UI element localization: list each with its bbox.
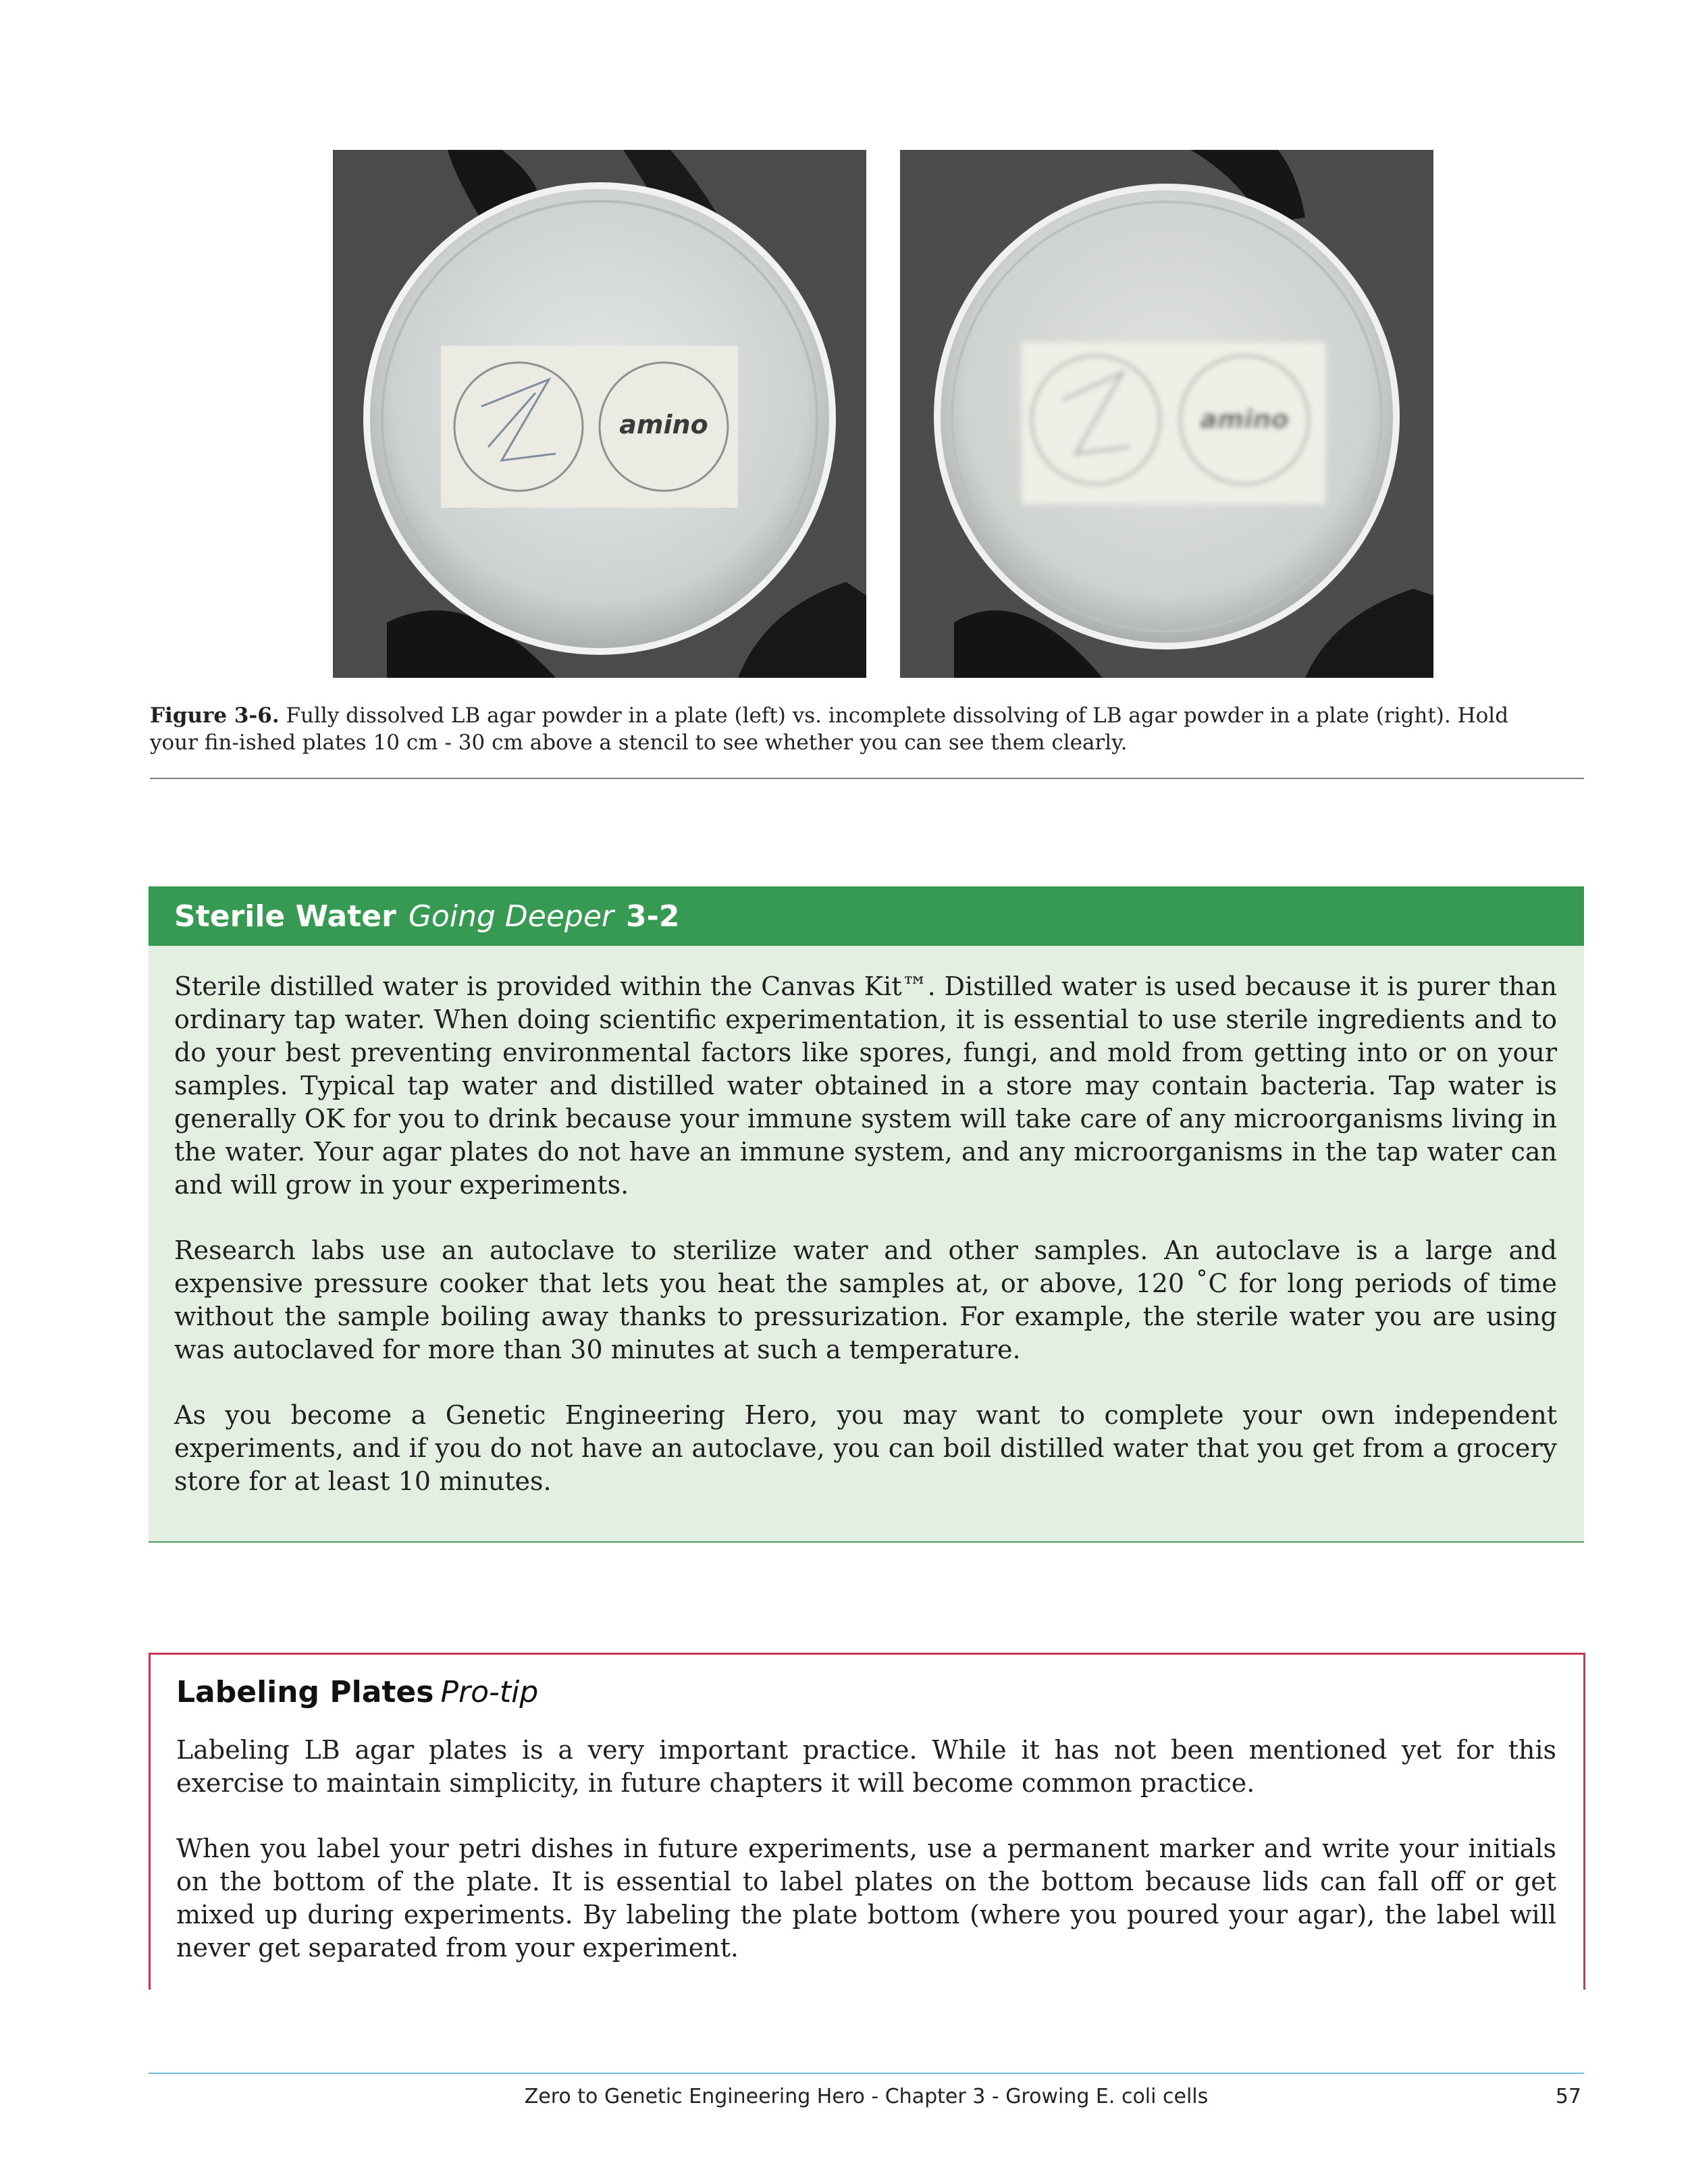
going-deeper-header (149, 886, 1584, 946)
going-deeper-paragraph: Research labs use an autoclave to sterilize water and other samples. An autoclave is a large and expensive pressure cooker that lets you heat the samples at, or above, 120 ˚C for long periods of time without the sample boiling away thanks to pressurization. For example, the sterile water you are using was autoclaved for more than 30 minutes at such a temperature. (174, 1235, 1557, 1364)
page-number: 57 (1555, 2085, 1581, 2108)
stencil-text-left: amino (619, 410, 708, 440)
going-deeper-body (149, 946, 1584, 1498)
going-deeper-box (149, 886, 1584, 1543)
petri-dish-clear-image (333, 150, 866, 678)
caption-divider (150, 778, 1584, 779)
going-deeper-number: 3-2 (625, 899, 680, 934)
figure-caption-text: Fully dissolved LB agar powder in a plate (left) vs. incomplete dissolving of LB agar powder in a plate (right). Hold your fin-ished plates 10 cm - 30 cm above a stencil to see whether you can see them clearly. (150, 703, 1509, 755)
figure-label: Figure 3-6. (150, 703, 280, 728)
going-deeper-paragraph: As you become a Genetic Engineering Hero, you may want to complete your own independent experiments, and if you do not have an autoclave, you can boil distilled water that you get from a grocery store for at least 10 minutes. (174, 1400, 1557, 1496)
petri-dish-cloudy-image (900, 150, 1433, 678)
going-deeper-paragraph: Sterile distilled water is provided within the Canvas Kit™. Distilled water is used because it is purer than ordinary tap water. When doing scientific experimentation, it is essential to use sterile ingredients and to do your best preventing environmental factors like spores, fungi, and mold from getting into or on your samples. Typical tap water and distilled water obtained in a store may contain bacteria. Tap water is generally OK for you to drink because your immune system will take care of any microorganisms living in the water. Your agar plates do not have an immune system, and any microorganisms in the tap water can and will grow in your experiments. (174, 971, 1557, 1200)
pro-tip-header (176, 1675, 1583, 1709)
pro-tip-body (151, 1709, 1583, 1965)
pro-tip-box (149, 1653, 1585, 1990)
pro-tip-paragraph: Labeling LB agar plates is a very important practice. While it has not been mentioned yet for this exercise to maintain simplicity, in future chapters it will become common practice. (176, 1735, 1556, 1798)
footer-divider (149, 2073, 1584, 2074)
pro-tip-paragraph: When you label your petri dishes in future experiments, use a permanent marker and write your initials on the bottom of the plate. It is essential to label plates on the bottom because lids can fall off or get mixed up during experiments. By labeling the plate bottom (where you poured your agar), the label will never get separated from your experiment. (176, 1834, 1556, 1963)
stencil-text-right: amino (1200, 404, 1289, 434)
going-deeper-tag: Going Deeper (408, 899, 614, 934)
pro-tip-title: Labeling Plates (176, 1675, 434, 1709)
figure-caption (150, 702, 1554, 756)
figure-photo-left (333, 150, 866, 678)
figure-photo-right (900, 150, 1433, 678)
going-deeper-title: Sterile Water (174, 899, 396, 934)
footer-running-title: Zero to Genetic Engineering Hero - Chapter 3 - Growing E. coli cells (524, 2085, 1209, 2108)
pro-tip-tag: Pro-tip (440, 1675, 539, 1709)
